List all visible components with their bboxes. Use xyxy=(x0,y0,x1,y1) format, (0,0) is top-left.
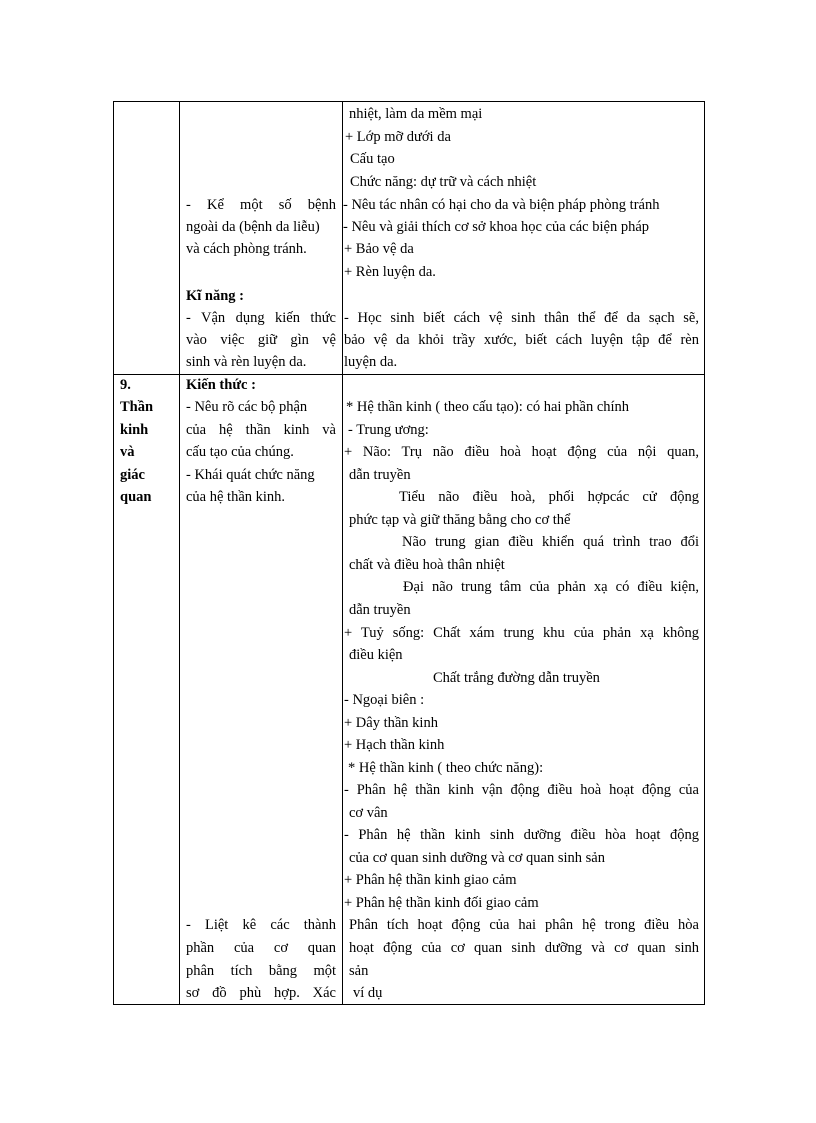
row2-topic-cell xyxy=(114,375,179,1005)
content-line: - Nêu và giải thích cơ sở khoa học của các biện pháp xyxy=(343,219,650,235)
content-line: + Não: Trụ não điều hoà hoạt động của nội quan, xyxy=(344,444,699,460)
content-line: + Phân hệ thần kinh giao cảm xyxy=(344,872,517,888)
topic-line: kinh xyxy=(120,422,149,438)
skill-line: - Vận dụng kiến thức xyxy=(186,310,336,326)
content-line: - Phân hệ thần kinh sinh dưỡng điều hòa hoạt động xyxy=(344,827,699,843)
objective-line: - Liệt kê các thành xyxy=(186,917,336,933)
row1-objectives-cell xyxy=(180,102,342,374)
content-line: dẫn truyền xyxy=(349,602,411,618)
content-line: * Hệ thần kinh ( theo cấu tạo): có hai phần chính xyxy=(346,399,630,415)
skill-content-line: luyện da. xyxy=(344,354,398,370)
curriculum-table xyxy=(113,101,705,1005)
objective-line: - Nêu rõ các bộ phận xyxy=(186,399,308,415)
content-line: Phân tích hoạt động của hai phân hệ trong điều hòa xyxy=(349,917,699,933)
knowledge-heading: Kiến thức : xyxy=(186,377,256,393)
content-line: + Tuỷ sống: Chất xám trung khu của phản xạ không xyxy=(344,625,699,641)
content-line: + Rèn luyện da. xyxy=(344,264,436,280)
content-line: + Lớp mỡ dưới da xyxy=(345,129,451,145)
skill-line: sinh và rèn luyện da. xyxy=(186,354,307,370)
skill-content-line: - Học sinh biết cách vệ sinh thân thể để da sạch sẽ, xyxy=(344,310,699,326)
objective-line: và cách phòng tránh. xyxy=(186,241,307,257)
objective-line: phần của cơ quan xyxy=(186,940,336,956)
row1-content-cell xyxy=(343,102,704,374)
topic-line: và xyxy=(120,444,135,460)
content-line: dẫn truyền xyxy=(349,467,411,483)
topic-line: 9. xyxy=(120,377,131,393)
content-line: cơ vân xyxy=(349,805,388,821)
skill-heading: Kĩ năng : xyxy=(186,288,245,304)
objective-line: - Khái quát chức năng xyxy=(186,467,315,483)
topic-line: giác xyxy=(120,467,145,483)
skill-line: vào việc giữ gìn vệ xyxy=(186,332,336,348)
objective-line: của hệ thần kinh. xyxy=(186,489,286,505)
topic-line: quan xyxy=(120,489,152,505)
content-line: - Ngoại biên : xyxy=(344,692,425,708)
objective-line: cấu tạo của chúng. xyxy=(186,444,294,460)
content-line: + Bảo vệ da xyxy=(344,241,414,257)
content-line: Tiểu não điều hoà, phối hợpcác cử động xyxy=(399,489,699,505)
objective-line: của hệ thần kinh và xyxy=(186,422,336,438)
content-line: chất và điều hoà thân nhiệt xyxy=(349,557,505,573)
content-line: điều kiện xyxy=(349,647,403,663)
content-line: + Dây thần kinh xyxy=(344,715,438,731)
content-line: Cấu tạo xyxy=(350,151,395,167)
content-line: ví dụ xyxy=(353,985,383,1001)
content-line: Đại não trung tâm của phản xạ có điều kiện, xyxy=(403,579,699,595)
objective-line: phân tích bằng một xyxy=(186,963,336,979)
content-line: Não trung gian điều khiển quá trình trao đổi xyxy=(402,534,699,550)
content-line: của cơ quan sinh dưỡng và cơ quan sinh sản xyxy=(349,850,605,866)
content-line: phức tạp và giữ thăng bằng cho cơ thể xyxy=(349,512,571,528)
row2-content-cell xyxy=(343,375,704,1005)
content-line: - Nêu tác nhân có hại cho da và biện pháp phòng tránh xyxy=(343,197,660,213)
content-line: * Hệ thần kinh ( theo chức năng): xyxy=(348,760,544,776)
content-line: nhiệt, làm da mềm mại xyxy=(349,106,483,122)
content-line: hoạt động của cơ quan sinh dưỡng và cơ quan sinh xyxy=(349,940,699,956)
objective-line: sơ đồ phù hợp. Xác xyxy=(186,985,336,1001)
content-line: Chức năng: dự trữ và cách nhiệt xyxy=(350,174,537,190)
content-line: + Phân hệ thần kinh đối giao cảm xyxy=(344,895,539,911)
content-line: Chất trắng đường dẫn truyền xyxy=(433,670,600,686)
content-line: sản xyxy=(349,963,369,979)
objective-line: - Kể một số bệnh xyxy=(186,197,336,213)
topic-line: Thần xyxy=(120,399,154,415)
skill-content-line: bảo vệ da khỏi trầy xước, biết cách luyện tập để rèn xyxy=(344,332,699,348)
row2-objectives-cell xyxy=(180,375,342,1005)
content-line: - Phân hệ thần kinh vận động điều hoà hoạt động của xyxy=(344,782,699,798)
content-line: - Trung ương: xyxy=(348,422,429,438)
objective-line: ngoài da (bệnh da liễu) xyxy=(186,219,320,235)
content-line: + Hạch thần kinh xyxy=(344,737,445,753)
